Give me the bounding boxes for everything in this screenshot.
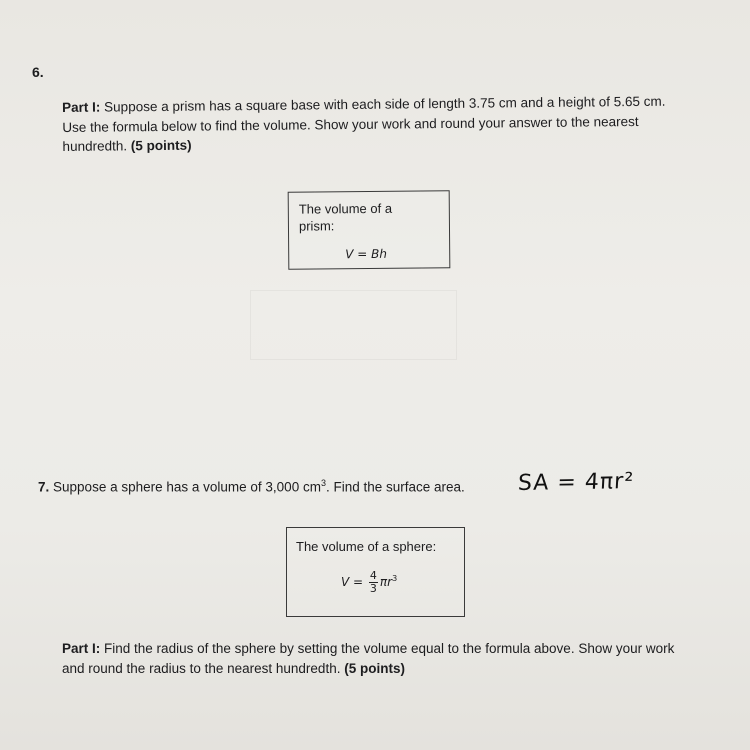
part1-label: Part I:: [62, 99, 101, 115]
question-7-part1-text-line2: and round the radius to the nearest hundredth.: [62, 660, 341, 676]
question-7-text-end: . Find the surface area.: [325, 479, 465, 495]
question-6-points: (5 points): [130, 137, 192, 154]
bleed-through-box: [250, 290, 457, 360]
handwritten-surface-area-formula: SA = 4πr²: [517, 468, 635, 497]
sphere-formula-exponent: 3: [392, 574, 398, 583]
sphere-formula-fraction: [369, 570, 378, 595]
sphere-box-title: The volume of a sphere:: [296, 539, 437, 554]
fraction-denominator: 3: [369, 582, 377, 595]
fraction-numerator: 4: [369, 569, 377, 582]
question-7-part1: [62, 639, 742, 678]
prism-box-title-line1: The volume of a: [298, 200, 393, 217]
sphere-volume-box: [286, 527, 465, 617]
question-7-points: (5 points): [344, 660, 405, 676]
prism-box-title: [299, 200, 393, 235]
question-6-text-line1: Suppose a prism has a square base with each side of length 3.75 cm and a height of 5.65 cm.: [104, 93, 666, 115]
prism-volume-box: [288, 190, 451, 269]
sphere-formula: [341, 570, 397, 595]
question-6-part1: [62, 91, 723, 156]
sphere-formula-lhs: V =: [341, 575, 364, 589]
question-7-prompt: [38, 474, 465, 497]
question-6-number: 6.: [32, 64, 44, 80]
question-7-text: Suppose a sphere has a volume of 3,000 cm: [53, 479, 321, 495]
question-7-part1-text-line1: Find the radius of the sphere by setting the volume equal to the formula above. Show your work: [104, 641, 675, 656]
question-7-part1-line1: [62, 639, 742, 659]
question-7-part1-line2: [62, 659, 742, 679]
question-6-text-line3: hundredth.: [62, 138, 128, 154]
question-7-exponent: 3: [320, 478, 326, 488]
question-6-line2: Use the formula below to find the volume. Show your work and round your answer to the nearest: [62, 113, 639, 135]
question-7-part1-label: Part I:: [62, 641, 101, 656]
question-7-number: 7.: [38, 479, 50, 495]
prism-box-title-line2: prism:: [298, 218, 335, 234]
sphere-formula-rhs: πr: [379, 575, 393, 589]
prism-formula: V = Bh: [345, 246, 388, 262]
